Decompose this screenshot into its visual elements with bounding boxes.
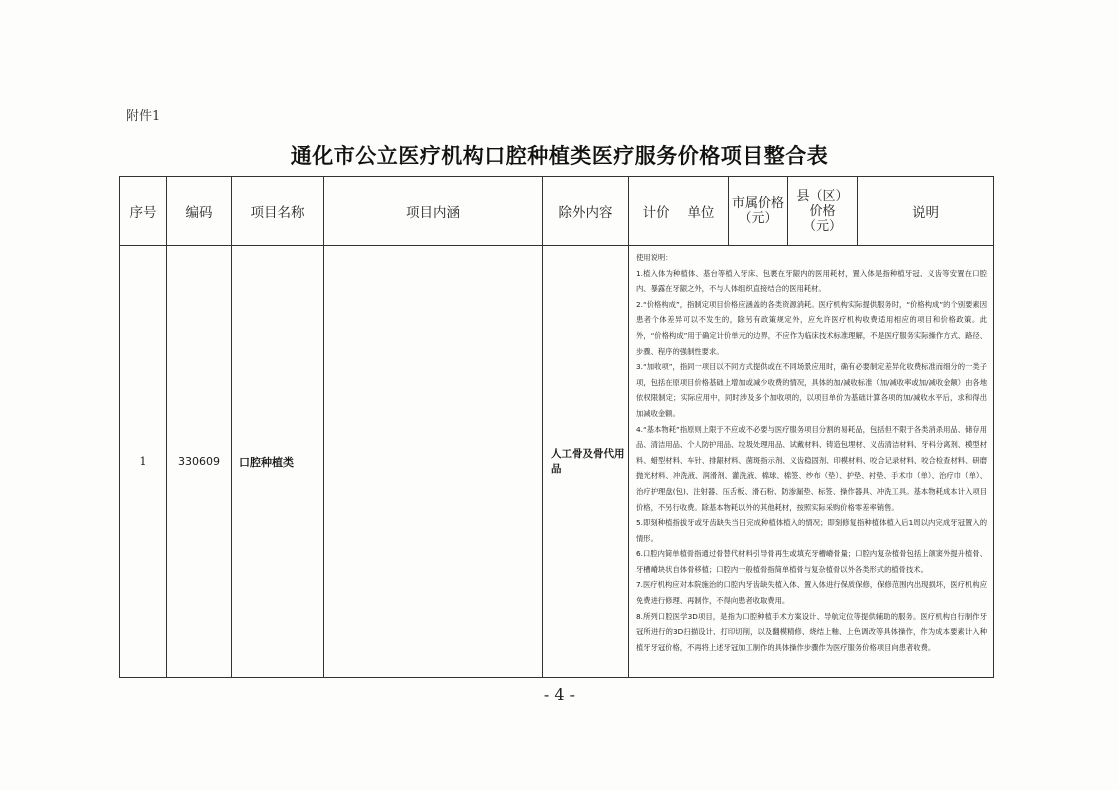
- notes-line: 2.“价格构成”，指制定项目价格应涵盖的各类资源消耗。医疗机构实际提供服务时，“价格构成”的个别要素因患者个体差异可以不发生的，除另有政策规定外，应允许医疗机构收费适用相应的项目和价格政策。此外，“价格构成”用于确定计价单元的边界，不应作为临床技术标准理解，不是医疗服务实际操作方式、路径、步骤、程序的强制性要求。: [636, 299, 987, 356]
- page-number: - 4 -: [543, 685, 576, 704]
- header-notes: 说明: [858, 177, 994, 246]
- document-title: 通化市公立医疗机构口腔种植类医疗服务价格项目整合表: [290, 143, 829, 168]
- notes-line: 7.医疗机构应对本院施治的口腔内牙齿缺失植入体、置入体进行保质保修，保修范围内出现损坏，医疗机构应免费进行修理、再制作，不得向患者收取费用。: [636, 580, 987, 606]
- table-row: [120, 246, 994, 678]
- header-code: 编码: [167, 177, 232, 246]
- header-seq: 序号: [120, 177, 167, 246]
- header-excluded: 除外内容: [543, 177, 629, 246]
- notes-line: 4.“基本物耗”指原则上限于不应或不必要与医疗服务项目分割的易耗品，包括但不限于各类消杀用品、储存用品、清洁用品、个人防护用品、垃圾处理用品、试戴材料、铸造包埋材、义齿清洁材料、牙科分离剂、模型材料、蜡型材料、车针、排龈材料、菌斑指示剂、义齿稳固剂、印模材料、咬合记录材料、咬合检查材料、研磨抛光材料、冲洗液、润滑剂、灌洗液、棉球、棉签、纱布（垫）、护垫、衬垫、手术巾（单）、治疗巾（单）、治疗护理盘(包)、注射器、压舌板、滑石粉、防渗漏垫、标签、操作器具、冲洗工具。基本物耗成本计入项目价格，不另行收费。除基本物耗以外的其他耗材，按照实际采购价格零差率销售。: [636, 424, 987, 512]
- notes-line: 3.“加收项”，指同一项目以不同方式提供或在不同场景应用时，确有必要制定差异化收费标准而细分的一类子项，包括在原项目价格基础上增加或减少收费的情况，具体的加/减收标准（加/减收率或加/减收金额）由各地依权限制定；实际应用中，同时涉及多个加收项的，以项目单价为基础计算各项的加/减收水平后，求和得出加减收金额。: [636, 362, 987, 418]
- notes-line: 8.所列口腔医学3D项目，是指为口腔种植手术方案设计、导航定位等提供辅助的服务。医疗机构自行制作牙冠所进行的3D扫描设计、打印切削，以及翻模精修、烧结上釉、上色调改等具体操作，作为成本要素计入种植牙牙冠价格，不再将上述牙冠加工制作的具体操作步骤作为医疗服务价格项目向患者收费。: [636, 611, 987, 652]
- price-table: [119, 176, 994, 678]
- header-county-price: 县（区）价格（元）: [788, 177, 858, 246]
- header-unit: 计价 单位: [629, 177, 729, 246]
- attachment-label: 附件1: [126, 109, 161, 124]
- header-content: 项目内涵: [324, 177, 543, 246]
- table-header-row: [120, 177, 994, 246]
- notes-line: 5.即刻种植指拔牙或牙齿缺失当日完成种植体植入的情况；即刻修复指种植体植入后1周以内完成牙冠置入的情形。: [636, 518, 987, 543]
- cell-notes: [629, 246, 994, 678]
- cell-content: [324, 246, 543, 678]
- notes-line: 使用说明：: [636, 253, 673, 262]
- notes-line: 1.植入体为种植体、基台等植入牙床、包裹在牙龈内的医用耗材，置入体是指种植牙冠、义齿等安置在口腔内、暴露在牙龈之外，不与人体组织直接结合的医用耗材。: [636, 268, 987, 294]
- cell-excluded: 人工骨及骨代用品: [543, 246, 629, 678]
- header-name: 项目名称: [232, 177, 324, 246]
- cell-seq: 1: [120, 246, 167, 678]
- cell-name: 口腔种植类: [232, 246, 324, 678]
- cell-code: 330609: [167, 246, 232, 678]
- header-city-price: 市属价格（元）: [729, 177, 788, 246]
- notes-line: 6.口腔内简单植骨指通过骨替代材料引导骨再生或填充牙槽嵴骨量；口腔内复杂植骨包括上颌窦外提升植骨、牙槽嵴块状自体骨移植；口腔内一般植骨指简单植骨与复杂植骨以外各类形式的植骨技术。: [636, 549, 987, 574]
